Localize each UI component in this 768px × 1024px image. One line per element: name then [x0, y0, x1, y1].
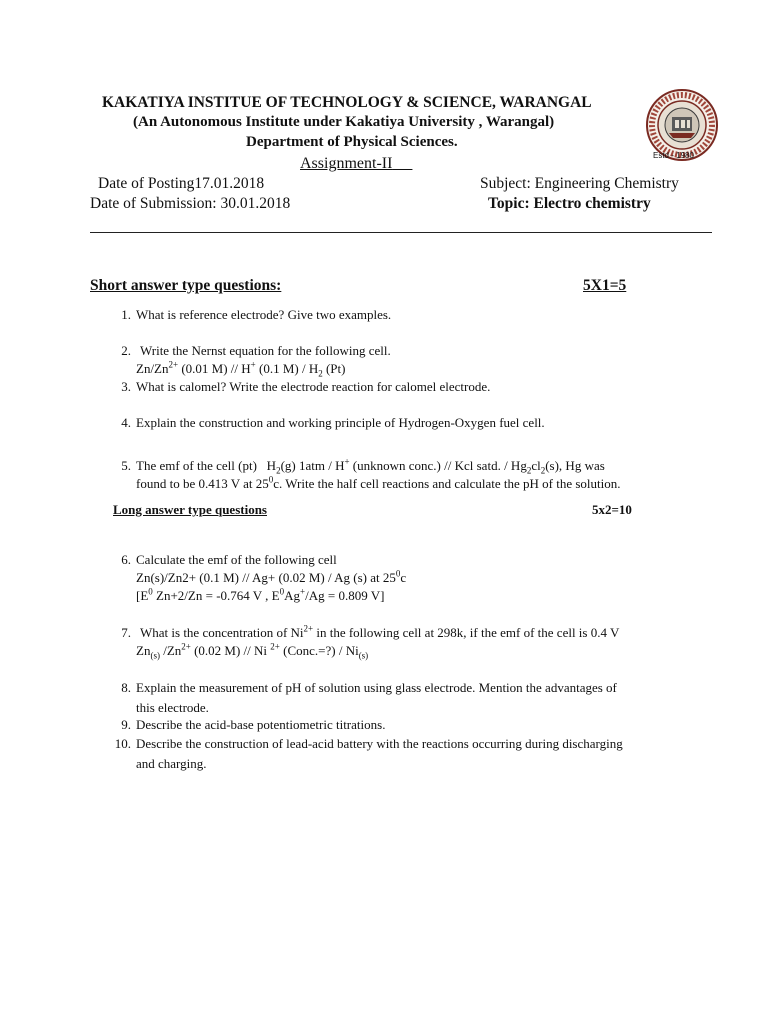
question-8-cont: this electrode. — [136, 700, 209, 715]
topic: Topic: Electro chemistry — [488, 195, 651, 212]
short-answer-heading: Short answer type questions: — [90, 277, 282, 294]
question-6-cell: Zn(s)/Zn2+ (0.1 M) // Ag+ (0.02 M) / Ag (s) at $25^0c$ — [136, 568, 407, 585]
question-5-cont: found to be 0.413 V at $25^0c$. Write the half cell reactions and calculate the pH of the solution. — [136, 474, 621, 491]
institute-affiliation: (An Autonomous Institute under Kakatiya University , Warangal) — [133, 114, 555, 130]
department-name: Department of Physical Sciences. — [246, 134, 458, 150]
date-of-posting: Date of Posting17.01.2018 — [98, 175, 265, 192]
long-answer-heading: Long answer type questions — [113, 502, 267, 517]
question-10-cont: and charging. — [136, 756, 207, 771]
question-6-data: [$E^0$ Zn+2/Zn = -0.764 V , $E^0Ag^+/Ag = 0.809$ V] — [136, 586, 385, 603]
institute-name: KAKATIYA INSTITUE OF TECHNOLOGY & SCIENCE, WARANGAL — [102, 94, 592, 111]
estd-label: Estd - 1980 — [653, 151, 694, 160]
question-2-cell: $Zn/Zn^{2+}$ (0.01 M) // H+ (0.1 $M) / H_2$ (Pt) — [136, 359, 346, 379]
short-answer-marks: 5X1=5 — [583, 277, 627, 294]
date-of-submission: Date of Submission: 30.01.2018 — [90, 195, 291, 212]
assignment-title: Assignment-II — [300, 155, 393, 172]
subject: Subject: Engineering Chemistry — [480, 175, 679, 192]
question-7-cell: $Zn_{(s)}$ $/Zn^{2+}$ (0.02 M) // Ni $^{2+}$ (Conc.=?) / $Ni_{(s)}$ — [136, 641, 369, 661]
question-list: 1. What is reference electrode? Give two examples. 2. Write the Nernst equation for the following cell. $Zn/Zn^{2+}$ (0.01 M) // H+ (0.1 $M) / H_2$ (Pt) 3. What is calomel? Write the electrode reaction for calomel electrode. 4. Explain the construction and working principle of Hydrogen-Oxygen fuel cell. 5. The emf of the cell (pt) $H_2(g)$ 1atm / H+ (unknown conc.) // Kcl satd. / $Hg_2cl_2(s)$, Hg was found to be 0.413 V at $25^0c$. Write the half cell reactions and calculate the pH of the solution. Long answer type questions 5x2=10 6. Calculate the emf of the following cell Zn(s)/Zn2+ (0.1 M) // Ag+ (0.02 M) / Ag (s) at $25^0c$ [$E^0$ Zn+2/Zn = -0.764 V , $E^0Ag^+/Ag = 0.809$ V] 7. What is the concentration of $Ni^{2+}$ in the following cell at 298k, if the emf of the cell is 0.4 V $Zn_{(s)}$ $/Zn^{2+}$ (0.02 M) // Ni $^{2+}$ (Conc.=?) / $Ni_{(s)}$ 8. Explain the measurement of pH of solution using glass electrode. Mention the advantages of this electrode. 9. Describe the acid-base potentiometric titrations. 10. Describe the construction of lead-acid battery with the reactions occurring during discharging and charging. — [113, 307, 632, 771]
long-answer-heading-row — [113, 501, 632, 519]
long-answer-marks: 5x2=10 — [592, 502, 632, 517]
